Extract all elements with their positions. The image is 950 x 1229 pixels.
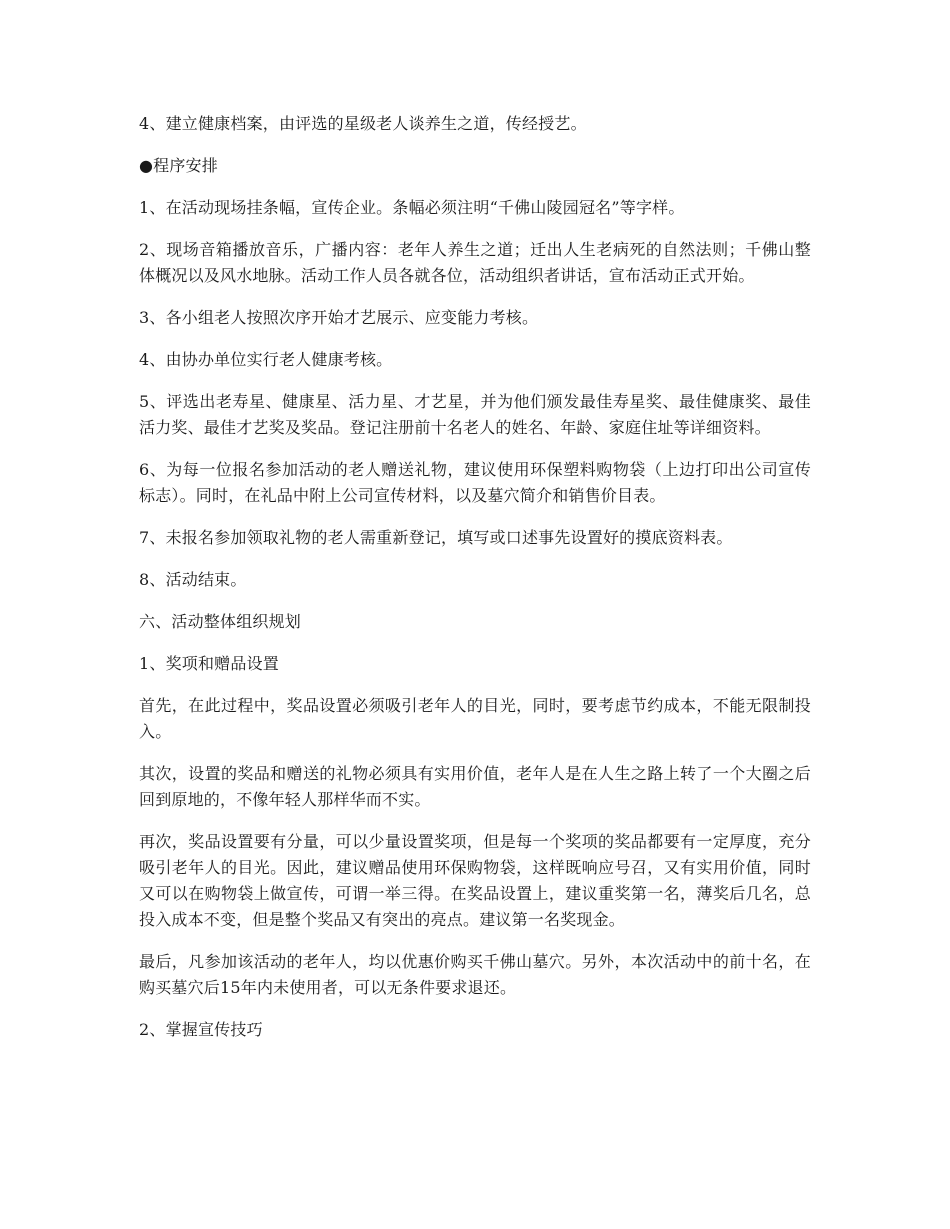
paragraph-first: 首先，在此过程中，奖品设置必须吸引老年人的目光，同时，要考虑节约成本，不能无限制投入。 [139, 696, 811, 741]
paragraph-item-4-health-records: 4、建立健康档案，由评选的星级老人谈养生之道，传经授艺。 [139, 114, 587, 133]
paragraph-step-3: 3、各小组老人按照次序开始才艺展示、应变能力考核。 [139, 308, 539, 327]
subheading-publicity: 2、掌握宣传技巧 [139, 1020, 263, 1039]
paragraph-step-4: 4、由协办单位实行老人健康考核。 [139, 350, 393, 369]
document-body [139, 111, 811, 1059]
paragraph-step-1: 1、在活动现场挂条幅，宣传企业。条幅必须注明“千佛山陵园冠名”等字样。 [139, 198, 685, 217]
subheading-awards: 1、奖项和赠品设置 [139, 654, 279, 673]
paragraph-second: 其次，设置的奖品和赠送的礼物必须具有实用价值，老年人是在人生之路上转了一个大圈之后回到原地的，不像年轻人那样华而不实。 [139, 764, 811, 809]
paragraph-step-5: 5、评选出老寿星、健康星、活力星、才艺星，并为他们颁发最佳寿星奖、最佳健康奖、最佳活力奖、最佳才艺奖及奖品。登记注册前十名老人的姓名、年龄、家庭住址等详细资料。 [139, 392, 811, 437]
paragraph-third: 再次，奖品设置要有分量，可以少量设置奖项，但是每一个奖项的奖品都要有一定厚度，充分吸引老年人的目光。因此，建议赠品使用环保购物袋，这样既响应号召，又有实用价值，同时又可以在购物袋上做宣传，可谓一举三得。在奖品设置上，建议重奖第一名，薄奖后几名，总投入成本不变，但是整个奖品又有突出的亮点。建议第一名奖现金。 [139, 832, 811, 929]
paragraph-last: 最后，凡参加该活动的老年人，均以优惠价购买千佛山墓穴。另外，本次活动中的前十名，在购买墓穴后15年内未使用者，可以无条件要求退还。 [139, 952, 811, 997]
section-heading-program: ●程序安排 [139, 156, 218, 175]
paragraph-step-7: 7、未报名参加领取礼物的老人需重新登记，填写或口述事先设置好的摸底资料表。 [139, 528, 733, 547]
paragraph-step-8: 8、活动结束。 [139, 570, 247, 589]
paragraph-step-6: 6、为每一位报名参加活动的老人赠送礼物，建议使用环保塑料购物袋（上边打印出公司宣传标志）。同时，在礼品中附上公司宣传材料，以及墓穴简介和销售价目表。 [139, 460, 811, 505]
paragraph-step-2: 2、现场音箱播放音乐，广播内容：老年人养生之道；迁出人生老病死的自然法则；千佛山整体概况以及风水地脉。活动工作人员各就各位，活动组织者讲话，宣布活动正式开始。 [139, 240, 811, 285]
section-heading-organization: 六、活动整体组织规划 [139, 612, 302, 631]
